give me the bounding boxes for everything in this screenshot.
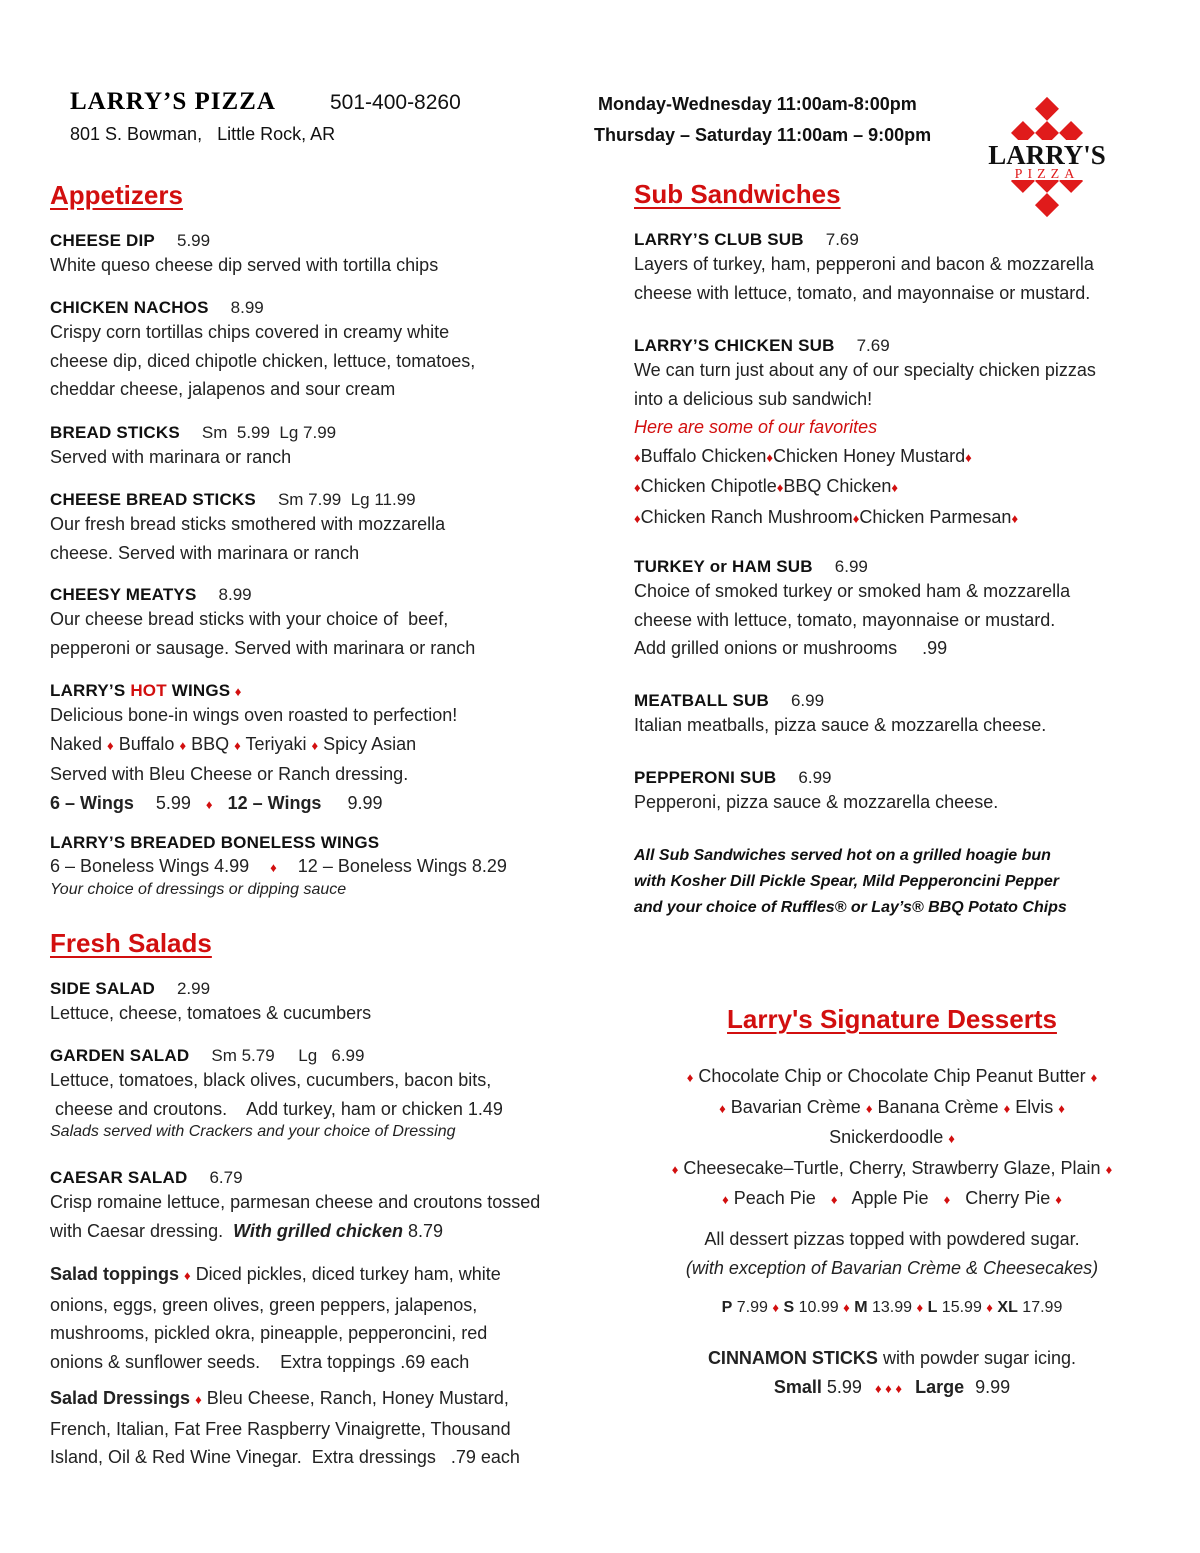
item-price: 7.69 (825, 230, 859, 249)
diamond-icon: ♦ (195, 1392, 202, 1407)
diamond-icon: ♦ (719, 1100, 726, 1116)
diamond-icon: ♦ (184, 1268, 191, 1283)
item-description-line: with Caesar dressing. With grilled chicken 8.79 (50, 1220, 443, 1241)
diamond-icon: ♦ (965, 449, 972, 465)
item-description: White queso cheese dip served with tortilla chips (50, 255, 439, 275)
appetizers-heading: Appetizers (50, 180, 183, 210)
diamond-icon: ♦ (311, 737, 319, 753)
item-description-line: Our fresh bread sticks smothered with mozzarella (50, 514, 446, 534)
salad-dressings: Salad Dressings ♦ Bleu Cheese, Ranch, Honey Mustard, French, Italian, Fat Free Raspberry Vinaigrette, Thousand Island, Oil & Red Wine Vinegar. Extra dressings .79 each (50, 1388, 520, 1467)
phone-number: 501-400-8260 (330, 91, 461, 114)
item-description: Pepperoni, pizza sauce & mozzarella cheese. (634, 792, 999, 812)
boneless-wings-item (50, 833, 507, 899)
diamond-icon: ♦ (772, 1300, 780, 1315)
item-name: CHICKEN NACHOS (50, 298, 209, 317)
item-description-line: Choice of smoked turkey or smoked ham & mozzarella (634, 581, 1071, 601)
diamond-icon: ♦ (986, 1300, 993, 1315)
favorites-row: ♦Chicken Chipotle♦BBQ Chicken♦ (634, 476, 899, 496)
larrys-logo (982, 90, 1112, 224)
salads-heading: Fresh Salads (50, 928, 212, 958)
meatball-sub-item (634, 691, 1046, 740)
diamond-icon: ♦ (943, 1192, 951, 1207)
diamond-icon: ♦ (722, 1192, 729, 1207)
diamond-icon: ♦ (671, 1161, 679, 1177)
item-price: Sm 5.99 Lg 7.99 (201, 423, 337, 442)
dessert-list: ♦ Chocolate Chip or Chocolate Chip Peanut Butter ♦ ♦ Bavarian Crème ♦ Banana Crème ♦ Elvis ♦ Snickerdoodle ♦ ♦ Cheesecake–Turtle, Cherry, Strawberry Glaze, Plain ♦ ♦ Peach Pie ♦ Apple Pie ♦ Cherry Pie ♦ (671, 1066, 1113, 1208)
hot-wings-item (50, 681, 457, 819)
diamond-icon: ♦ (205, 796, 213, 812)
diamond-icon: ♦ (852, 510, 860, 526)
item-description-line: Lettuce, tomatoes, black olives, cucumbers, bacon bits, (50, 1070, 492, 1090)
diamond-icon: ♦ (634, 480, 641, 495)
garden-salad-item (50, 1046, 503, 1141)
diamond-icon: ♦ (270, 860, 277, 875)
dessert-sizes: P 7.99 ♦ S 10.99 ♦ M 13.99 ♦ L 15.99 ♦ XL 17.99 (721, 1299, 1063, 1316)
item-price: 6.99 (790, 691, 825, 710)
diamond-icon: ♦ (948, 1131, 955, 1146)
bread-sticks-item (50, 423, 336, 472)
boneless-prices: 6 – Boneless Wings 4.99 ♦ 12 – Boneless Wings 8.29 (50, 856, 507, 876)
diamond-icon: ♦ ♦ ♦ (874, 1380, 903, 1396)
item-description-line: cheddar cheese, jalapenos and sour cream (50, 379, 396, 399)
boneless-note: Your choice of dressings or dipping sauce (50, 881, 347, 898)
item-price: 8.99 (218, 585, 252, 604)
item-price: 2.99 (176, 979, 211, 998)
cheese-dip-item (50, 231, 438, 280)
item-price: 5.99 (176, 231, 211, 250)
item-price: 6.79 (209, 1168, 243, 1187)
wing-prices: 6 – Wings 5.99 ♦ 12 – Wings 9.99 (50, 792, 383, 813)
item-price: 7.69 (856, 336, 890, 355)
diamond-icon: ♦ (830, 1192, 838, 1207)
item-description: Lettuce, cheese, tomatoes & cucumbers (50, 1003, 372, 1023)
diamond-icon: ♦ (107, 737, 114, 753)
item-description-line: cheese with lettuce, tomato, and mayonnaise or mustard. (634, 282, 1091, 303)
chicken-nachos-item (50, 298, 475, 404)
item-description-line: into a delicious sub sandwich! (634, 388, 873, 409)
item-description-line: cheese dip, diced chipotle chicken, lettuce, tomatoes, (50, 350, 476, 371)
pepperoni-sub-item (634, 768, 998, 817)
item-price: 6.99 (834, 557, 868, 576)
favorites-label: Here are some of our favorites (634, 417, 878, 437)
chicken-sub-item (634, 336, 1096, 533)
salad-note: Salads served with Crackers and your choice of Dressing (50, 1123, 456, 1140)
item-price: 8.99 (230, 298, 264, 317)
wing-flavors: Naked ♦ Buffalo ♦ BBQ ♦ Teriyaki ♦ Spicy Asian (50, 733, 417, 754)
item-name: MEATBALL SUB (634, 691, 769, 710)
subs-heading: Sub Sandwiches (634, 179, 841, 209)
diamond-icon: ♦ (634, 449, 641, 465)
diamond-icon: ♦ (234, 737, 241, 753)
diamond-icon: ♦ (916, 1300, 924, 1315)
svg-text:LARRY'S: LARRY'S (988, 140, 1106, 170)
item-description-line: We can turn just about any of our specialty chicken pizzas (634, 360, 1096, 380)
cheesy-meatys-item (50, 585, 475, 662)
side-salad-item (50, 979, 371, 1028)
item-name: BREAD STICKS (50, 423, 180, 442)
item-description-line: Our cheese bread sticks with your choice of beef, (50, 609, 449, 629)
item-description-line: cheese. Served with marinara or ranch (50, 542, 360, 563)
diamond-icon: ♦ (1003, 1100, 1011, 1116)
item-name: CINNAMON STICKS (707, 1348, 878, 1368)
diamond-icon: ♦ (1055, 1192, 1062, 1207)
item-name: CAESAR SALAD (50, 1168, 188, 1187)
diamond-icon: ♦ (843, 1300, 850, 1315)
diamond-icon: ♦ (1090, 1070, 1098, 1085)
dressings-label: Salad Dressings (50, 1388, 191, 1408)
item-description-line: Add grilled onions or mushrooms .99 (634, 638, 948, 658)
item-name: LARRY’S CLUB SUB (634, 230, 804, 249)
item-description-line: cheese with lettuce, tomato, mayonnaise or mustard. (634, 609, 1056, 630)
toppings-label: Salad toppings (50, 1264, 180, 1284)
diamond-icon: ♦ (1105, 1161, 1113, 1177)
diamond-icon: ♦ (891, 480, 899, 495)
svg-text:PIZZA: PIZZA (1014, 167, 1080, 182)
item-price: 6.99 (798, 768, 832, 787)
desserts-heading: Larry's Signature Desserts (727, 1004, 1057, 1034)
diamond-icon: ♦ (179, 737, 187, 753)
diamond-icon: ♦ (686, 1070, 694, 1085)
item-description: Italian meatballs, pizza sauce & mozzarella cheese. (634, 715, 1047, 735)
item-price: Sm 5.79 Lg 6.99 (211, 1046, 365, 1065)
item-description-line: Delicious bone-in wings oven roasted to perfection! (50, 705, 458, 725)
item-description: Served with marinara or ranch (50, 447, 292, 467)
hours-thu-sat: Thursday – Saturday 11:00am – 9:00pm (594, 125, 932, 145)
favorites-row: ♦Chicken Ranch Mushroom♦Chicken Parmesan♦ (634, 506, 1019, 527)
cinnamon-sticks-item: CINNAMON STICKS with powder sugar icing. Small 5.99 ♦ ♦ ♦ Large 9.99 (707, 1348, 1077, 1397)
item-description-line: Served with Bleu Cheese or Ranch dressing. (50, 764, 409, 784)
diamond-icon: ♦ (865, 1100, 873, 1116)
diamond-icon: ♦ (234, 684, 242, 699)
club-sub-item (634, 230, 1094, 307)
item-description-line: Crisp romaine lettuce, parmesan cheese and croutons tossed (50, 1192, 541, 1212)
item-name: LARRY’S HOT WINGS (50, 681, 231, 700)
item-name: LARRY’S BREADED BONELESS WINGS (50, 833, 380, 852)
item-name: GARDEN SALAD (50, 1046, 190, 1065)
item-name: PEPPERONI SUB (634, 768, 777, 787)
diamond-icon: ♦ (634, 510, 641, 526)
subs-note: All Sub Sandwiches served hot on a grilled hoagie bun with Kosher Dill Pickle Spear, Mild Pepperoncini Pepper and your choice of Ruffles® or Lay’s® BBQ Potato Chips (634, 847, 1067, 916)
item-name: TURKEY or HAM SUB (634, 557, 813, 576)
diamond-icon: ♦ (776, 480, 784, 495)
item-name: CHEESY MEATYS (50, 585, 197, 604)
item-name: CHEESE BREAD STICKS (50, 490, 256, 509)
item-description-line: Layers of turkey, ham, pepperoni and bacon & mozzarella (634, 254, 1094, 274)
dessert-topping-note: All dessert pizzas topped with powdered sugar. (with exception of Bavarian Crème & Cheesecakes) (685, 1229, 1099, 1278)
turkey-ham-sub-item (634, 557, 1070, 663)
item-name: CHEESE DIP (50, 231, 155, 250)
diamond-icon: ♦ (1058, 1100, 1065, 1116)
hours-mon-wed: Monday-Wednesday 11:00am-8:00pm (598, 94, 917, 114)
diamond-icon: ♦ (766, 449, 774, 465)
item-price: Sm 7.99 Lg 11.99 (277, 490, 416, 509)
favorites-row: ♦Buffalo Chicken♦Chicken Honey Mustard♦ (634, 445, 972, 466)
caesar-salad-item (50, 1168, 540, 1245)
item-name: SIDE SALAD (50, 979, 155, 998)
item-description-line: Crispy corn tortillas chips covered in creamy white (50, 322, 450, 342)
item-name: LARRY’S CHICKEN SUB (634, 336, 835, 355)
cheese-bread-sticks-item (50, 490, 445, 567)
item-description-line: pepperoni or sausage. Served with marinara or ranch (50, 637, 476, 658)
diamond-icon: ♦ (1011, 510, 1019, 526)
address: 801 S. Bowman, Little Rock, AR (70, 124, 336, 144)
salad-toppings: Salad toppings ♦ Diced pickles, diced turkey ham, white onions, eggs, green olives, green peppers, jalapenos, mushrooms, pickled okra, pineapple, pepperoncini, red onions & sunflower seeds. Extra toppings .69 each (50, 1264, 501, 1372)
item-description-line: cheese and croutons. Add turkey, ham or chicken 1.49 (50, 1098, 503, 1119)
brand-name: LARRY’S PIZZA (70, 88, 276, 115)
